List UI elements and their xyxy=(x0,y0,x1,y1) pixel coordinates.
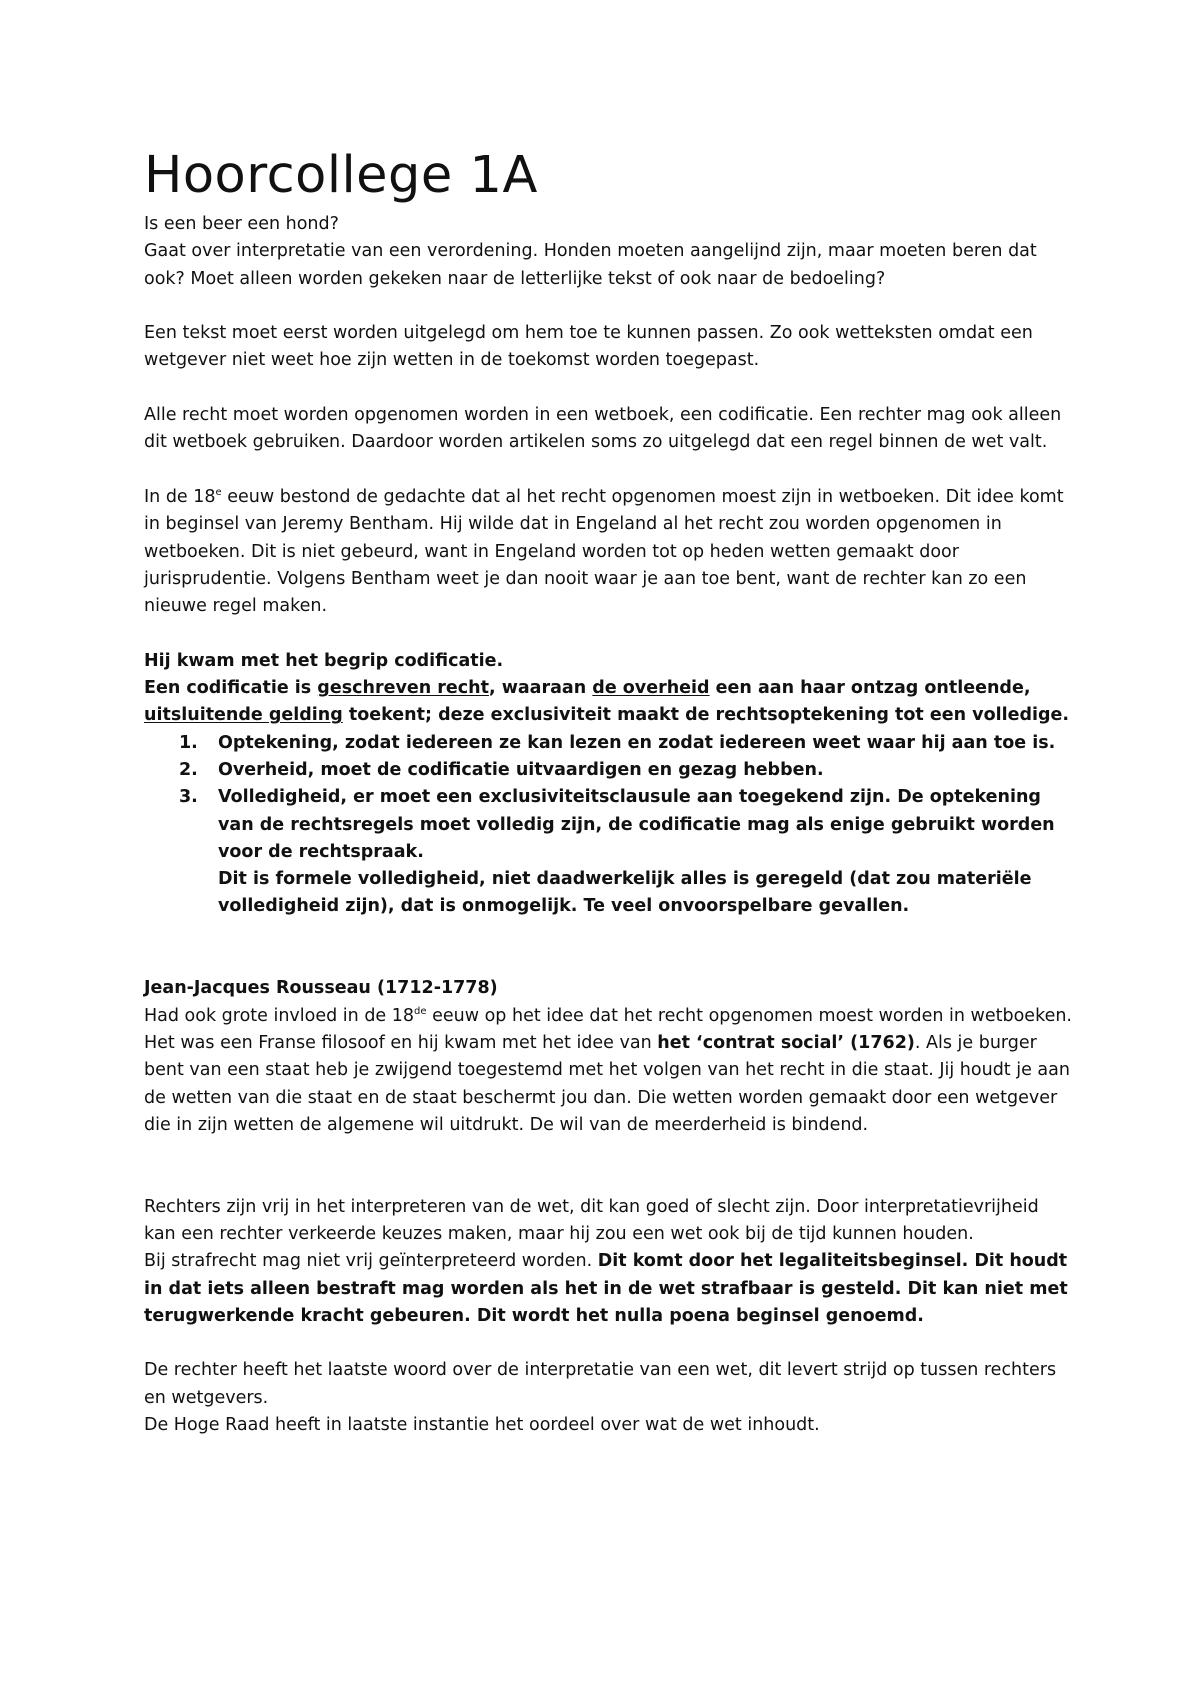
interpretation-paragraph: Een tekst moet eerst worden uitgelegd om hem toe te kunnen passen. Zo ook wetteksten omdat een wetgever niet weet hoe zijn wetten in de toekomst worden toegepast. xyxy=(144,323,1033,371)
judges-freedom-paragraph: Rechters zijn vrij in het interpreteren van de wet, dit kan goed of slecht zijn. Door interpretatievrijheid kan een rechter verkeerde keuzes maken, maar hij zou een wet ook bij de tijd kunnen houden. xyxy=(144,1196,1039,1244)
document-body xyxy=(144,211,1074,1439)
page-title: Hoorcollege 1A xyxy=(144,146,538,205)
rousseau-heading: Jean-Jacques Rousseau (1712-1778) xyxy=(144,978,498,999)
hoge-raad-paragraph: De Hoge Raad heeft in laatste instantie het oordeel over wat de wet inhoudt. xyxy=(144,1415,820,1436)
bentham-paragraph: In de 18e eeuw bestond de gedachte dat al het recht opgenomen moest zijn in wetboeken. Dit idee komt in beginsel van Jeremy Bentham. Hij wilde dat in Engeland al het recht zou worden opgenomen in wetboeken. Dit is niet gebeurd, want in Engeland worden tot op heden wetten gemaakt door jurisprudentie. Volgens Bentham weet je dan nooit waar je aan toe bent, want de rechter kan zo een nieuwe regel maken. xyxy=(144,486,1064,617)
last-word-paragraph: De rechter heeft het laatste woord over de interpretatie van een wet, dit levert strijd op tussen rechters en wetgevers. xyxy=(144,1360,1057,1408)
legality-principle-paragraph: Bij strafrecht mag niet vrij geïnterpreteerd worden. Dit komt door het legaliteitsbeginsel. Dit houdt in dat iets alleen bestraft mag worden als het in de wet strafbaar is gesteld. Dit kan niet met terugwerkende kracht gebeuren. Dit wordt het nulla poena beginsel genoemd. xyxy=(144,1251,1068,1326)
rousseau-influence: Had ook grote invloed in de 18de eeuw op het idee dat het recht opgenomen moest worden in wetboeken. xyxy=(144,1005,1072,1026)
rousseau-contrat-social: Het was een Franse filosoof en hij kwam met het idee van het ‘contrat social’ (1762). Als je burger bent van een staat heb je zwijgend toegestemd met het volgen van het recht in die staat. Jij houdt je aan de wetten van die staat en de staat beschermt jou dan. Die wetten worden gemaakt door een wetgever die in zijn wetten de algemene wil uitdrukt. De wil van de meerderheid is bindend. xyxy=(144,1032,1070,1135)
codification-paragraph: Alle recht moet worden opgenomen worden in een wetboek, een codificatie. Een rechter mag ook alleen dit wetboek gebruiken. Daardoor worden artikelen soms zo uitgelegd dat een regel binnen de wet valt. xyxy=(144,405,1062,453)
list-item: 3. Volledigheid, er moet een exclusiviteitsclausule aan toegekend zijn. De optekening van de rechtsregels moet volledig zijn, de codificatie mag als enige gebruikt worden voor de rechtspraak. Dit is formele volledigheid, niet daadwerkelijk alles is geregeld (dat zou materiële volledigheid zijn), dat is onmogelijk. Te veel onvoorspelbare gevallen. xyxy=(179,787,1055,917)
codification-heading: Hij kwam met het begrip codificatie. xyxy=(144,650,504,671)
list-item: 1. Optekening, zodat iedereen ze kan lezen en zodat iedereen weet waar hij aan toe is. xyxy=(179,732,1056,753)
codification-definition: Een codificatie is geschreven recht, waaraan de overheid een aan haar ontzag ontleende, uitsluitende gelding toekent; deze exclusiviteit maakt de rechtsoptekening tot een volledige. xyxy=(144,678,1070,726)
codification-requirements-list xyxy=(144,730,1074,921)
list-item: 2. Overheid, moet de codificatie uitvaardigen en gezag hebben. xyxy=(179,759,824,780)
intro-paragraph: Gaat over interpretatie van een verordening. Honden moeten aangelijnd zijn, maar moeten beren dat ook? Moet alleen worden gekeken naar de letterlijke tekst of ook naar de bedoeling? xyxy=(144,241,1037,289)
intro-question: Is een beer een hond? xyxy=(144,214,339,234)
